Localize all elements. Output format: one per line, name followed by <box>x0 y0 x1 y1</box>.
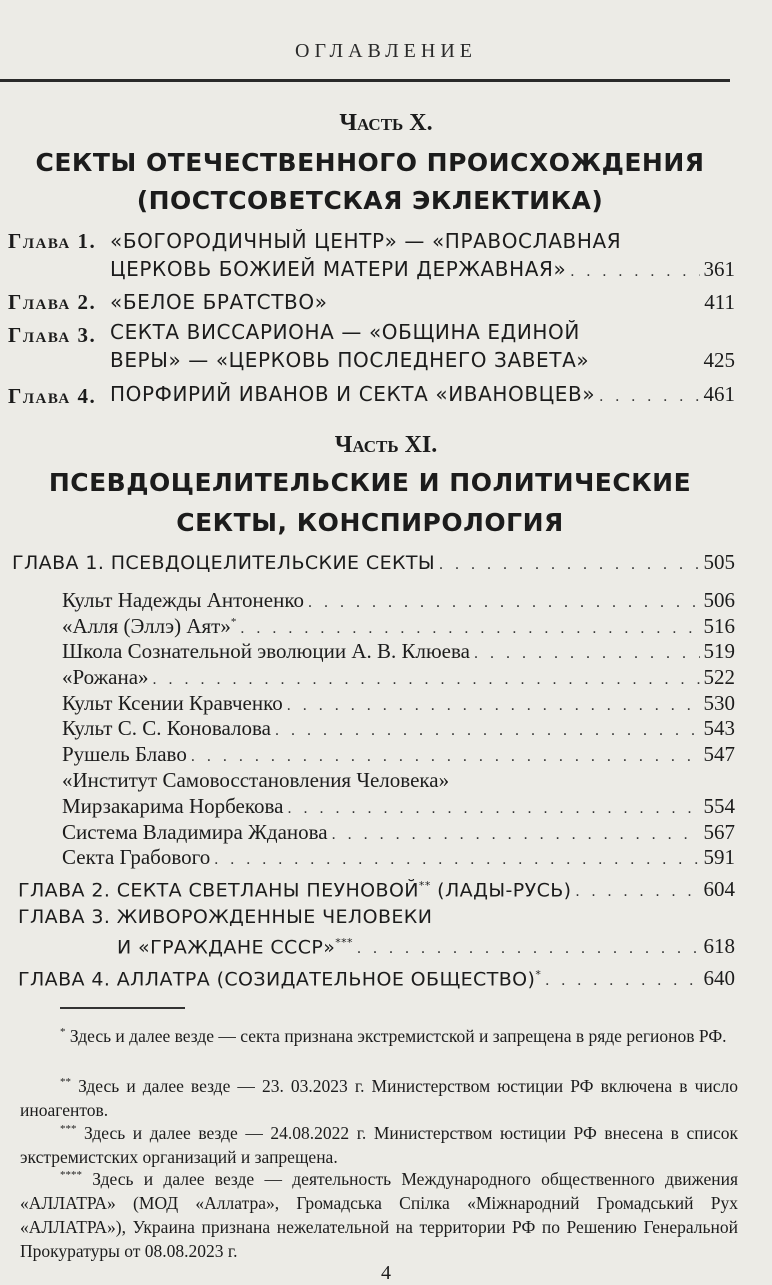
leader-dots <box>570 263 699 281</box>
p10-ch3-row[interactable] <box>110 348 735 373</box>
footnote-4: **** Здесь и далее везде — деятельность Международного общественного движения «АЛЛАТРА» (МОД «Аллатра», Громадська Спілка «Міжнародний Громадський Рух «АЛЛАТРА»), Украина признана нежелательной на территории РФ по Решению Генеральной Прокуратуры от 08.08.2023 г. <box>20 1168 738 1261</box>
p10-ch4-title: ПОРФИРИЙ ИВАНОВ И СЕКТА «ИВАНОВЦЕВ» <box>110 382 596 406</box>
subsection-title: Рушель Блаво <box>62 742 187 767</box>
subsection-page: 591 <box>703 845 735 870</box>
leader-dots <box>599 388 699 406</box>
header-rule <box>0 79 730 82</box>
p10-ch1-row[interactable] <box>110 257 735 282</box>
leader-dots <box>214 851 699 869</box>
page-number: 4 <box>381 1262 391 1284</box>
subsection-row[interactable] <box>62 588 735 614</box>
p11-ch1-row[interactable] <box>12 550 735 575</box>
part-10-title-line2: (ПОСТСОВЕТСКАЯ ЭКЛЕКТИКА) <box>136 186 604 215</box>
running-head: ОГЛАВЛЕНИЕ <box>295 40 477 62</box>
part-10-title-line1: СЕКТЫ ОТЕЧЕСТВЕННОГО ПРОИСХОЖДЕНИЯ <box>35 148 705 177</box>
footnote-3: *** Здесь и далее везде — 24.08.2022 г. Министерством юстиции РФ внесена в список экстремистских организаций и запрещена. <box>20 1122 738 1167</box>
part-11-label: Часть XI. <box>334 432 438 458</box>
p10-ch4-row[interactable] <box>110 382 735 407</box>
leader-dots <box>357 940 700 958</box>
p10-ch1-title-line1[interactable]: «БОГОРОДИЧНЫЙ ЦЕНТР» — «ПРАВОСЛАВНАЯ <box>110 229 622 253</box>
leader-dots <box>439 556 699 574</box>
p11-ch2-page: 604 <box>703 877 735 901</box>
subsection-page: 547 <box>703 742 735 767</box>
subsection-page: 506 <box>703 588 735 612</box>
p10-ch1-page: 361 <box>703 257 735 281</box>
leader-dots <box>308 594 700 612</box>
subsection-row[interactable] <box>62 716 735 742</box>
subsection-row[interactable] <box>62 614 735 640</box>
leader-dots <box>287 800 699 818</box>
p11-ch1-subsections-2 <box>62 794 735 871</box>
subsection-title: «Рожана» <box>62 665 149 690</box>
footnote-1: * Здесь и далее везде — секта признана экстремистской и запрещена в ряде регионов РФ. <box>60 1025 727 1046</box>
p10-ch3-num: Глава 3. <box>8 323 97 347</box>
subsection-row[interactable] <box>62 820 735 846</box>
p10-ch2-row[interactable] <box>110 290 735 315</box>
subsection-page: 567 <box>703 819 735 844</box>
p10-ch1-num: Глава 1. <box>8 229 97 253</box>
leader-dots <box>240 620 699 638</box>
subsection-page: 554 <box>703 794 735 818</box>
leader-dots <box>275 722 700 740</box>
leader-dots <box>545 972 699 990</box>
leader-dots <box>474 645 700 663</box>
p10-ch4-page: 461 <box>703 382 735 406</box>
part-11-title-line2: СЕКТЫ, КОНСПИРОЛОГИЯ <box>176 508 564 537</box>
p11-ch2-title: ГЛАВА 2. СЕКТА СВЕТЛАНЫ ПЕУНОВОЙ** (ЛАДЫ-РУСЬ) <box>18 878 572 901</box>
p10-ch4-num: Глава 4. <box>8 384 97 408</box>
subsection-page: 516 <box>703 613 735 638</box>
p10-ch2-num: Глава 2. <box>8 290 97 314</box>
leader-dots <box>191 748 700 766</box>
subsection-title: Секта Грабового <box>62 845 211 870</box>
footnote-2: ** Здесь и далее везде — 23. 03.2023 г. Министерством юстиции РФ включена в число иноагентов. <box>20 1075 738 1120</box>
p11-ch1-title: ГЛАВА 1. ПСЕВДОЦЕЛИТЕЛЬСКИЕ СЕКТЫ <box>12 552 436 574</box>
p11-ch3-row[interactable] <box>117 934 735 959</box>
subsection-title: Культ Ксении Кравченко <box>62 690 283 715</box>
subsection-row[interactable] <box>62 639 735 665</box>
subsection-title: «Алля (Эллэ) Аят»* <box>62 613 237 638</box>
institute-title-line1[interactable]: «Институт Самовосстановления Человека» <box>62 768 450 792</box>
footnote-rule <box>60 1007 185 1009</box>
p11-ch4-title: ГЛАВА 4. АЛЛАТРА (СОЗИДАТЕЛЬНОЕ ОБЩЕСТВО)* <box>18 967 542 990</box>
part-11-title-line1: ПСЕВДОЦЕЛИТЕЛЬСКИЕ И ПОЛИТИЧЕСКИЕ <box>48 468 692 497</box>
subsection-page: 530 <box>703 690 735 715</box>
leader-dots <box>153 671 700 689</box>
subsection-row[interactable] <box>62 665 735 691</box>
p11-ch1-page: 505 <box>703 550 735 574</box>
p10-ch3-page: 425 <box>703 348 735 372</box>
subsection-row[interactable] <box>62 742 735 768</box>
subsection-row[interactable] <box>62 794 735 820</box>
subsection-page: 519 <box>703 639 735 664</box>
p11-ch1-subsections <box>62 588 735 768</box>
p11-ch2-row[interactable] <box>18 877 735 902</box>
leader-dots <box>332 826 700 844</box>
subsection-title: Система Владимира Жданова <box>62 819 328 844</box>
leader-dots <box>287 697 700 715</box>
subsection-title: Культ С. С. Коновалова <box>62 716 271 741</box>
subsection-row[interactable] <box>62 845 735 871</box>
p10-ch2-title: «БЕЛОЕ БРАТСТВО» <box>110 290 328 314</box>
p10-ch2-page: 411 <box>704 290 735 314</box>
p10-ch3-title-line2: ВЕРЫ» — «ЦЕРКОВЬ ПОСЛЕДНЕГО ЗАВЕТА» <box>110 348 590 372</box>
p11-ch3-title-line2: И «ГРАЖДАНЕ СССР»*** <box>117 935 353 958</box>
p11-ch4-row[interactable] <box>18 966 735 991</box>
leader-dots <box>576 883 700 901</box>
p11-ch3-title-line1[interactable]: ГЛАВА 3. ЖИВОРОЖДЕННЫЕ ЧЕЛОВЕКИ <box>18 906 433 928</box>
p11-ch4-page: 640 <box>703 966 735 990</box>
subsection-page: 522 <box>703 665 735 690</box>
subsection-row[interactable] <box>62 691 735 717</box>
subsection-title: Культ Надежды Антоненко <box>62 588 304 612</box>
subsection-title: Школа Сознательной эволюции А. В. Клюева <box>62 639 470 664</box>
p11-ch3-page: 618 <box>703 934 735 958</box>
part-10-label: Часть X. <box>339 110 433 136</box>
subsection-title: Мирзакарима Норбекова <box>62 794 284 818</box>
subsection-page: 543 <box>703 716 735 741</box>
p10-ch3-title-line1[interactable]: СЕКТА ВИССАРИОНА — «ОБЩИНА ЕДИНОЙ <box>110 320 580 344</box>
p10-ch1-title-line2: ЦЕРКОВЬ БОЖИЕЙ МАТЕРИ ДЕРЖАВНАЯ» <box>110 257 567 281</box>
